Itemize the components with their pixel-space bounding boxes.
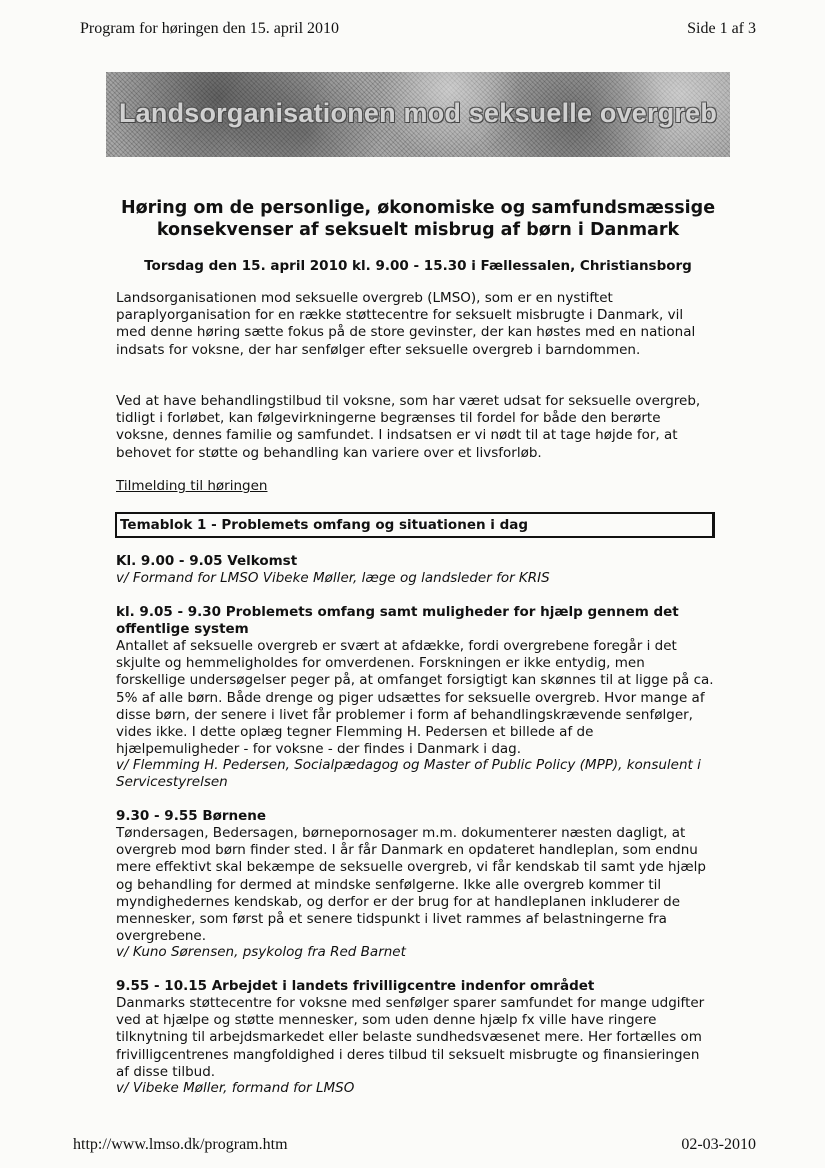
footer-date: 02-03-2010 bbox=[681, 1136, 756, 1153]
title-line-2: konsekvenser af seksuelt misbrug af børn i Danmark bbox=[156, 220, 680, 240]
title-line-1: Høring om de personlige, økonomiske og samfundsmæssige bbox=[120, 198, 716, 218]
session-heading: kl. 9.05 - 9.30 Problemets omfang samt muligheder for hjælp gennem det offentlige system bbox=[116, 604, 679, 638]
session-description: Danmarks støttecentre for voksne med senfølger sparer samfundet for mange udgifter ved at hjælpe og støtte mennesker, som uden denne hjælp fx ville have ringere tilknytning til arbejdsmarkedet eller belaste sundhedsvæsenet mere. Her fortælles om frivilligcentrenes mangfoldighed i deres tilbud til seksuelt misbrugte og finansieringen af disse tilbud. bbox=[116, 995, 705, 1080]
session-heading: Kl. 9.00 - 9.05 Velkomst bbox=[116, 553, 298, 569]
page-title bbox=[106, 197, 730, 241]
event-date-location: Torsdag den 15. april 2010 kl. 9.00 - 15.30 i Fællessalen, Christiansborg bbox=[144, 258, 692, 274]
session-speaker: v/ Formand for LMSO Vibeke Møller, læge og landsleder for KRIS bbox=[116, 570, 550, 586]
session-heading: 9.30 - 9.55 Børnene bbox=[116, 808, 267, 824]
header-title: Program for høringen den 15. april 2010 bbox=[80, 20, 340, 37]
session-speaker: v/ Flemming H. Pedersen, Socialpædagog og Master of Public Policy (MPP), konsulent i Servicestyrelsen bbox=[116, 757, 701, 791]
registration-link[interactable]: Tilmelding til høringen bbox=[116, 478, 268, 494]
session-description: Antallet af seksuelle overgreb er svært at afdække, fordi overgrebene foregår i det skjulte og hemmeligholdes for omverdenen. Forskningen er ikke entydig, men forskellige undersøgelser peger på, at omfanget forsigtigt kan skønnes til at ligge på ca. 5% af alle børn. Både drenge og piger udsættes for seksuelle overgreb. Hvor mange af disse børn, der senere i livet får problemer i form af behandlingskrævende senfølger, vides ikke. I dette oplæg tegner Flemming H. Pedersen et billede af de hjælpemuligheder - for voksne - der findes i Danmark i dag. bbox=[116, 638, 714, 758]
intro-paragraph-1: Landsorganisationen mod seksuelle overgreb (LMSO), som er en nystiftet paraplyorganisation for en række støttecentre for seksuelt misbrugte i Danmark, vil med denne høring sætte fokus på de store gevinster, der kan høstes med en national indsats for voksne, der har senfølger efter seksuelle overgreb i barndommen. bbox=[116, 290, 696, 358]
intro-paragraph-2: Ved at have behandlingstilbud til voksne, som har været udsat for seksuelle overgreb, tidligt i forløbet, kan følgevirkningerne begrænses til fordel for både den berørte voksne, dennes familie og samfundet. I indsatsen er vi nødt til at tage højde for, at behovet for støtte og behandling kan variere over et livsforløb. bbox=[116, 393, 701, 461]
theme-block-heading: Temablok 1 - Problemets omfang og situationen i dag bbox=[115, 512, 715, 538]
session-speaker: v/ Vibeke Møller, formand for LMSO bbox=[116, 1080, 355, 1096]
organization-banner bbox=[106, 72, 730, 157]
session-speaker: v/ Kuno Sørensen, psykolog fra Red Barnet bbox=[116, 944, 406, 960]
banner-text: Landsorganisationen mod seksuelle overgreb bbox=[118, 98, 718, 128]
session-heading: 9.55 - 10.15 Arbejdet i landets frivilligcentre indenfor området bbox=[116, 978, 595, 994]
session-description: Tøndersagen, Bedersagen, børnepornosager m.m. dokumenterer næsten dagligt, at overgreb mod børn finder sted. I år får Danmark en opdateret handleplan, som endnu mere effektivt skal bekæmpe de seksuelle overgreb, vi får kendskab til samt yde hjælp og behandling for dermed at mindske senfølgerne. Ikke alle overgreb kommer til myndighedernes kendskab, og derfor er der brug for at handleplanen inkluderer de mennesker, som først på et senere tidspunkt i livet rammes af belastningerne fra overgrebene. bbox=[116, 825, 706, 945]
page-number: Side 1 af 3 bbox=[687, 20, 756, 37]
footer-url: http://www.lmso.dk/program.htm bbox=[73, 1136, 288, 1153]
